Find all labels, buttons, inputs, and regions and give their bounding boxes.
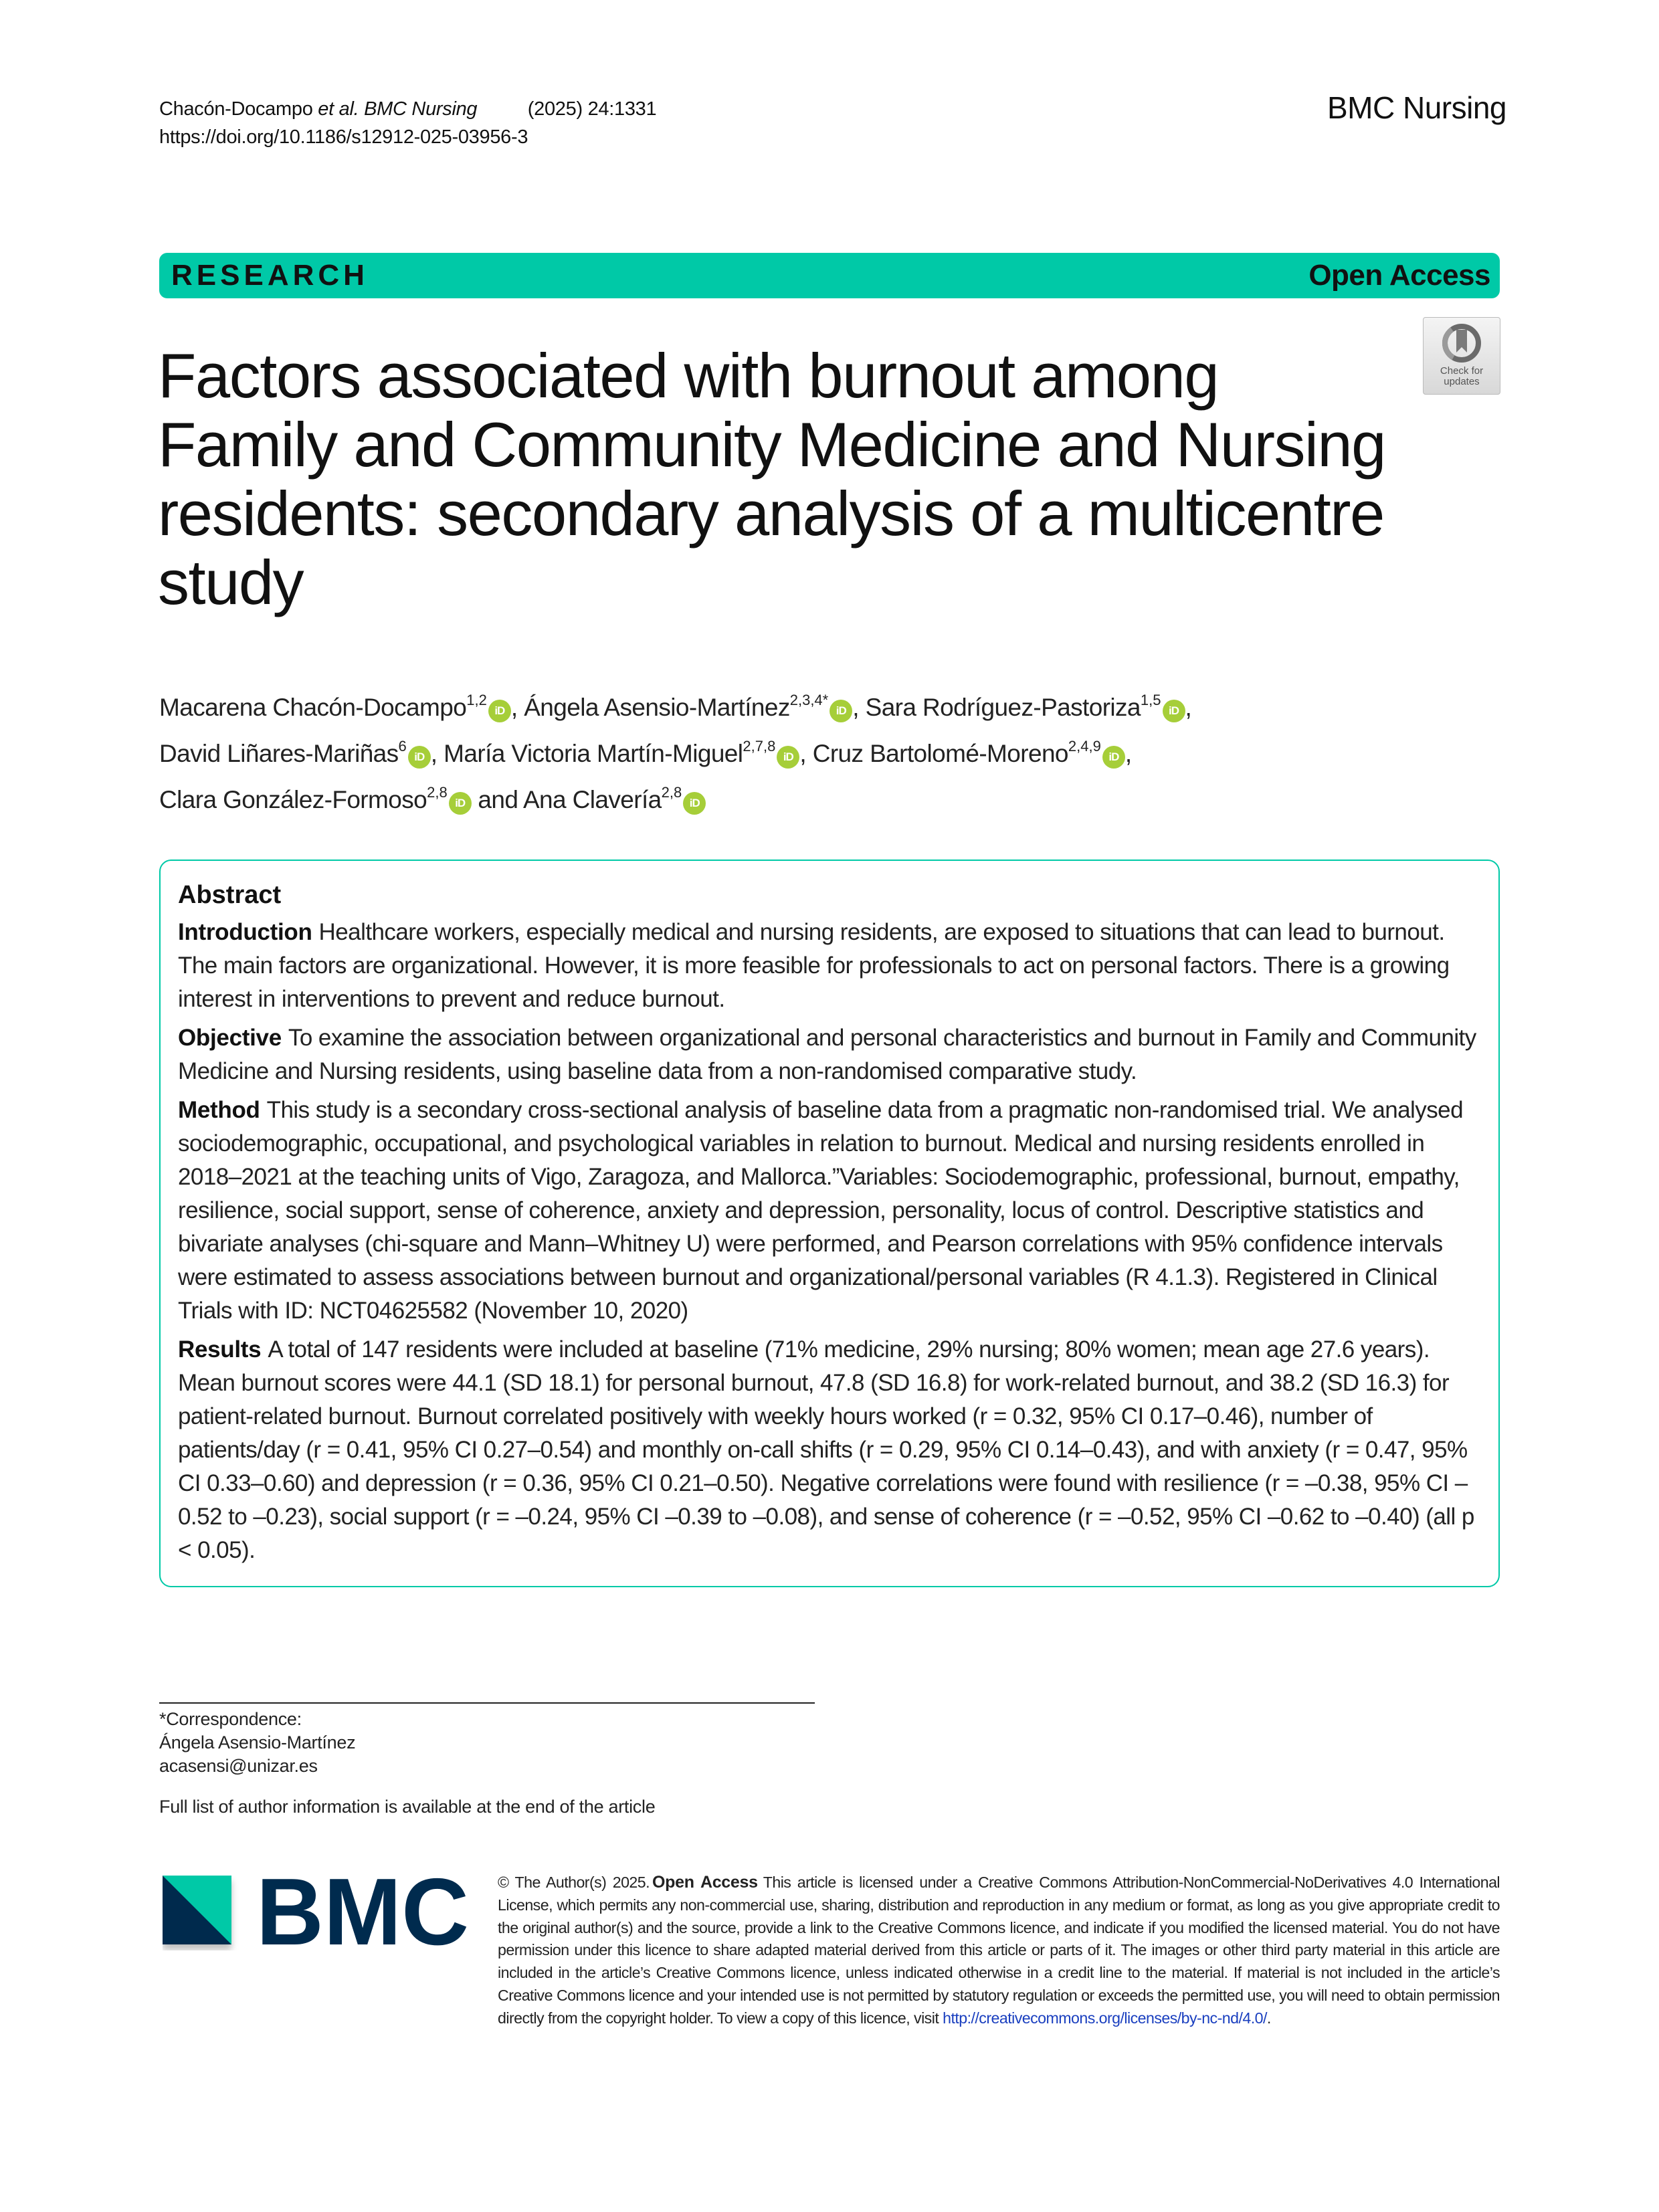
license-notice: © The Author(s) 2025. Open Access This article is licensed under a Creative Commons Attribution-NonCommercial-NoDerivatives 4.0 International License, which permits any non-commercial use, sharing, distribution and reproduction in any medium or format, as long as you give appropriate credit to the original author(s) and the source, provide a link to the Creative Commons licence, and indicate if you modified the licensed material. You do not have permission under this licence to share adapted material derived from this article or parts of it. The images or other third party material in this article are included in the article’s Creative Commons licence, unless indicated otherwise in a credit line to the material. If material is not included in the article’s Creative Commons licence and your intended use is not permitted by statutory regulation or exceeds the permitted use, you will need to obtain permission directly from the copyright holder. To view a copy of this licence, visit http://creativecommons.org/licenses/by-nc-nd/4.0/. — [498, 1873, 1500, 2027]
correspondence-name: Ángela Asensio-Martínez — [159, 1732, 356, 1752]
orcid-icon[interactable]: iD — [1102, 746, 1125, 769]
article-title — [158, 341, 1429, 617]
author-name[interactable]: Cruz Bartolomé-Moreno — [812, 740, 1068, 767]
abstract-box — [159, 860, 1500, 1587]
author-affiliation: 2,4,9 — [1068, 738, 1101, 755]
running-journal: et al. BMC Nursing — [318, 98, 478, 120]
abstract-objective — [178, 1021, 1481, 1088]
section-text: This study is a secondary cross-sectional analysis of baseline data from a pragmatic non-randomised trial. We analysed sociodemographic, occupational, and psychological variables in relation to burnout. Medical and nursing residents enrolled in 2018–2021 at the teaching units of Vigo, Zaragoza, and Mallorca.”Variables: Sociodemographic, professional, burnout, empathy, resilience, social support, sense of coherence, anxiety and depression, personality, locus of control. Descriptive statistics and bivariate analyses (chi-square and Mann–Whitney U) were performed, and Pearson correlations with 95% confidence intervals were estimated to assess associations between burnout and organizational/personal variables (R 4.1.3). Registered in Clinical Trials with ID: NCT04625582 (November 10, 2020) — [178, 1097, 1464, 1324]
article-type-label: RESEARCH — [171, 259, 369, 292]
title-line: residents: secondary analysis of a multicentre — [158, 478, 1384, 548]
title-line: study — [158, 547, 304, 617]
check-for-updates-button[interactable] — [1423, 317, 1500, 395]
author-affiliation: 1,5 — [1140, 692, 1161, 708]
bmc-logo-icon — [163, 1876, 470, 1950]
svg-text:BMC: BMC — [256, 1876, 469, 1950]
author-affiliation: 2,7,8 — [743, 738, 776, 755]
title-line: Factors associated with burnout among — [158, 340, 1219, 411]
correspondence-label: *Correspondence: — [159, 1709, 302, 1729]
bookmark-circle-icon — [1442, 323, 1482, 363]
running-author: Chacón-Docampo — [159, 98, 313, 120]
abstract-method — [178, 1094, 1481, 1328]
journal-name: BMC Nursing — [1327, 90, 1506, 125]
orcid-icon[interactable]: iD — [488, 700, 511, 722]
author-list: Macarena Chacón-Docampo$^{1,2}$iD , Ángela Asensio-Martínez$^{2,3,4*}$iD , Sara Rodríguez-Pastoriza$^{1,5}$iD , David Liñares-Mariñas$^6$iD , María Victoria Martín-Miguel$^{2,7,8}$iD , Cruz Bartolomé-Moreno$^{2,4,9}$iD , Clara González-Formoso$^{2,8}$iD and Ana Clavería$^{2,8}$iD — [159, 692, 1192, 813]
author-affiliation: 2,8 — [661, 784, 682, 801]
author-affiliation: 1,2 — [466, 692, 487, 708]
author-name[interactable]: Ángela Asensio-Martínez — [524, 694, 790, 721]
running-header — [159, 95, 656, 151]
abstract-heading: Abstract — [178, 881, 282, 909]
orcid-icon[interactable]: iD — [1163, 700, 1185, 722]
section-text: To examine the association between organizational and personal characteristics and burnout in Family and Community Medicine and Nursing residents, using baseline data from a non-randomised comparative study. — [178, 1025, 1476, 1084]
footnote-divider — [159, 1702, 815, 1704]
section-text: A total of 147 residents were included at baseline (71% medicine, 29% nursing; 80% women; mean age 27.6 years). Mean burnout scores were 44.1 (SD 18.1) for personal burnout, 47.8 (SD 16.8) for work-related burnout, and 38.2 (SD 16.3) for patient-related burnout. Burnout correlated positively with weekly hours worked (r = 0.32, 95% CI 0.17–0.46), number of patients/day (r = 0.41, 95% CI 0.27–0.54) and monthly on-call shifts (r = 0.29, 95% CI 0.14–0.43), and with anxiety (r = 0.47, 95% CI 0.33–0.60) and depression (r = 0.36, 95% CI 0.21–0.50). Negative correlations were found with resilience (r = –0.38, 95% CI –0.52 to –0.23), social support (r = –0.24, 95% CI –0.39 to –0.08), and sense of coherence (r = –0.52, 95% CI –0.62 to –0.40) (all p < 0.05). — [178, 1336, 1474, 1563]
section-label: Results — [178, 1336, 262, 1363]
orcid-icon[interactable]: iD — [408, 746, 431, 769]
orcid-icon[interactable]: iD — [830, 700, 852, 722]
abstract-introduction — [178, 916, 1481, 1016]
correspondence-email[interactable]: acasensi@unizar.es — [159, 1756, 318, 1776]
section-label: Introduction — [178, 919, 312, 945]
license-link[interactable]: http://creativecommons.org/licenses/by-nc-nd/4.0/ — [943, 2009, 1267, 2027]
title-line: Family and Community Medicine and Nursing — [158, 409, 1385, 480]
doi-link[interactable]: https://doi.org/10.1186/s12912-025-03956-3 — [159, 126, 528, 148]
abstract-results — [178, 1333, 1481, 1567]
section-text: Healthcare workers, especially medical and nursing residents, are exposed to situations that can lead to burnout. The main factors are organizational. However, it is more feasible for professionals to act on personal factors. There is a growing interest in interventions to prevent and reduce burnout. — [178, 919, 1450, 1012]
copyright-text: © The Author(s) 2025. — [498, 1874, 650, 1891]
author-name[interactable]: Ana Clavería — [522, 786, 662, 813]
section-label: Method — [178, 1097, 260, 1123]
orcid-icon[interactable]: iD — [777, 746, 799, 769]
article-type-banner — [159, 253, 1500, 298]
author-name[interactable]: David Liñares-Mariñas — [159, 740, 399, 767]
orcid-icon[interactable]: iD — [683, 792, 706, 815]
volume-info: (2025) 24:1331 — [527, 98, 657, 120]
author-name[interactable]: Sara Rodríguez-Pastoriza — [865, 694, 1141, 721]
author-name[interactable]: Macarena Chacón-Docampo — [159, 694, 467, 721]
open-access-label: Open Access — [652, 1873, 758, 1892]
orcid-icon[interactable]: iD — [449, 792, 472, 815]
author-info-note: Full list of author information is available at the end of the article — [159, 1797, 656, 1817]
section-label: Objective — [178, 1025, 282, 1051]
license-body: This article is licensed under a Creative Commons Attribution-NonCommercial-NoDerivatives 4.0 International License, which permits any non-commercial use, sharing, distribution and reproduction in any medium or format, as long as you give appropriate credit to the original author(s) and the source, provide a link to the Creative Commons licence, and indicate if you modified the licensed material. You do not have permission under this licence to share adapted material derived from this article or parts of it. The images or other third party material in this article are included in the article’s Creative Commons licence, unless indicated otherwise in a credit line to the material. If material is not included in the article’s Creative Commons licence and your intended use is not permitted by statutory regulation or exceeds the permitted use, you will need to obtain permission directly from the copyright holder. To view a copy of this licence, visit — [498, 1874, 1500, 2027]
author-name[interactable]: Clara González-Formoso — [159, 786, 427, 813]
check-for-updates-label: Check for updates — [1440, 365, 1484, 387]
correspondence-block — [159, 1708, 355, 1778]
author-affiliation: 2,3,4* — [789, 692, 829, 708]
author-affiliation: 2,8 — [427, 784, 448, 801]
bmc-logo — [163, 1876, 470, 1949]
author-name[interactable]: María Victoria Martín-Miguel — [444, 740, 743, 767]
open-access-label: Open Access — [1308, 259, 1490, 292]
author-affiliation: 6 — [398, 738, 407, 755]
citation-line — [159, 95, 656, 123]
